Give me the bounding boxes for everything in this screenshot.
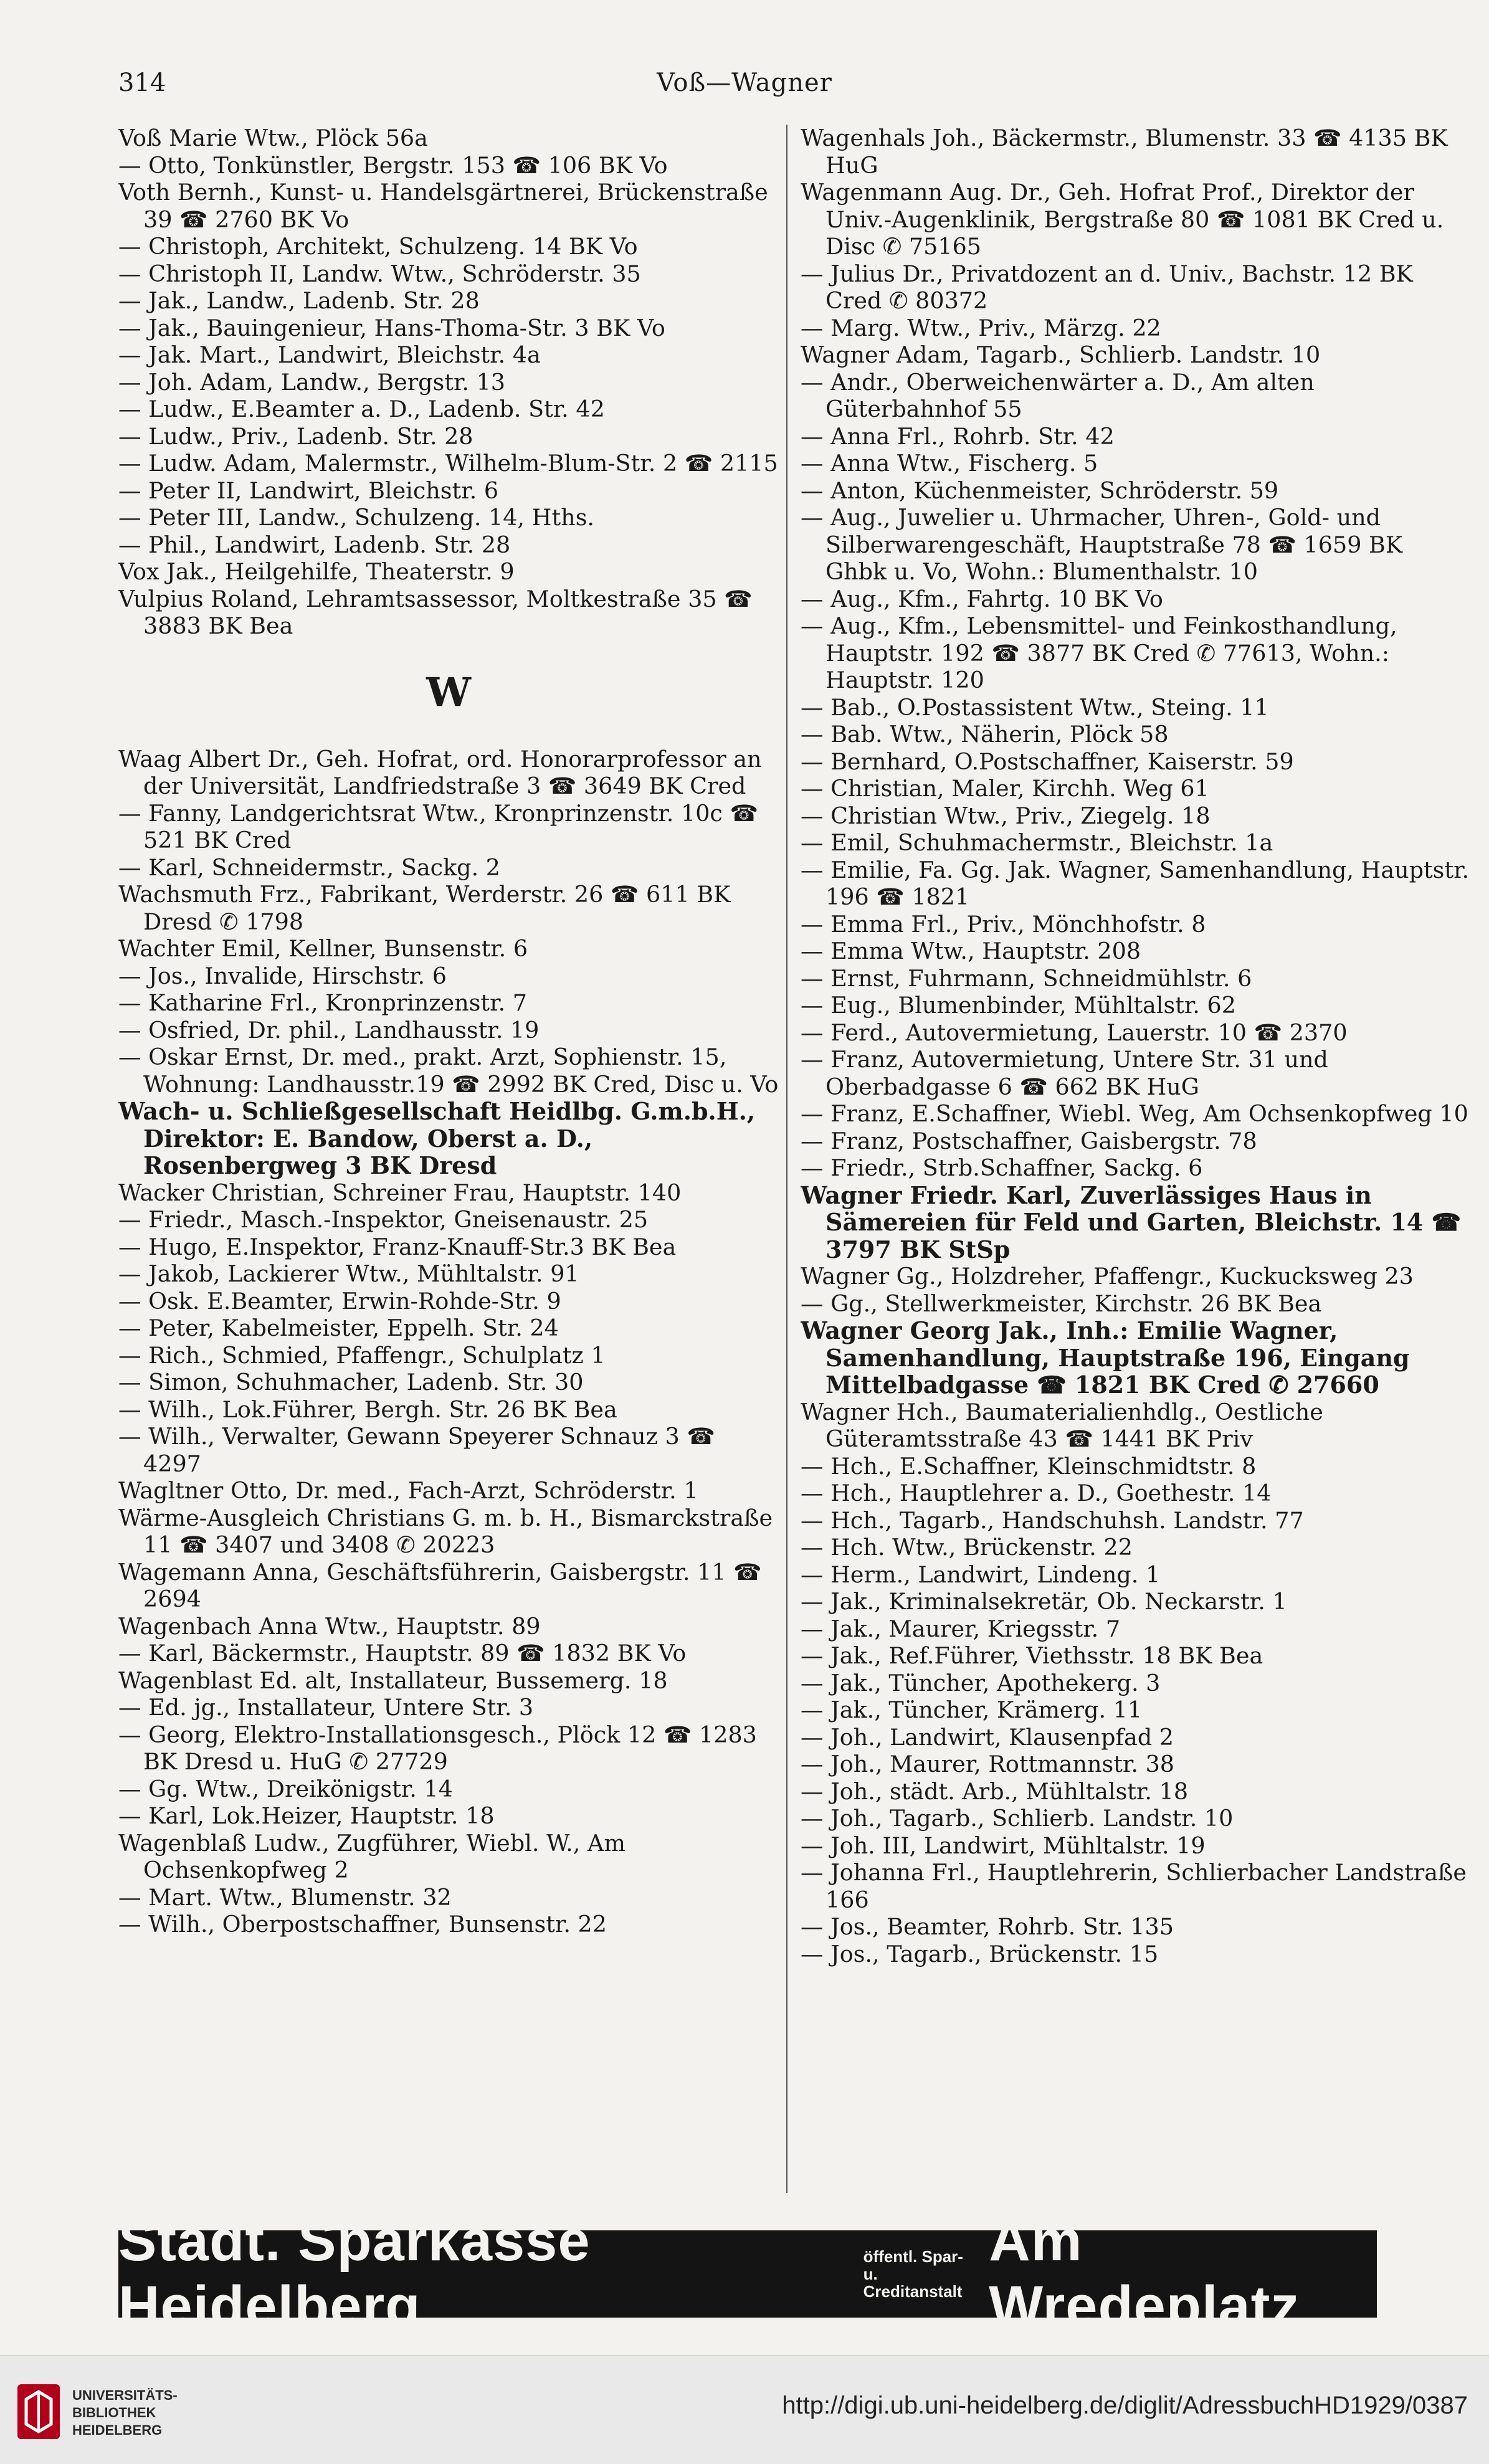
right-column: [801, 125, 1470, 2224]
ad-small-text: [863, 2248, 973, 2300]
directory-entry: — Jak., Tüncher, Krämerg. 11: [801, 1696, 1143, 1723]
directory-entry: — Karl, Lok.Heizer, Hauptstr. 18: [118, 1802, 495, 1829]
library-logo[interactable]: [15, 2381, 202, 2443]
directory-entry: — Jak., Maurer, Kriegsstr. 7: [801, 1615, 1121, 1642]
directory-entry: — Marg. Wtw., Priv., Märzg. 22: [801, 314, 1161, 341]
source-url[interactable]: http://digi.ub.uni-heidelberg.de/diglit/AdressbuchHD1929/0387: [782, 2392, 1468, 2419]
directory-entry: — Fanny, Landgerichtsrat Wtw., Kronprinzenstr. 10c ☎ 521 BK Cred: [118, 799, 758, 854]
directory-entry: — Jak., Landw., Ladenb. Str. 28: [118, 287, 480, 314]
directory-entry: — Franz, E.Schaffner, Wiebl. Weg, Am Ochsenkopfweg 10: [801, 1100, 1468, 1127]
directory-entry: — Wilh., Oberpostschaffner, Bunsenstr. 22: [118, 1911, 607, 1938]
directory-entry: — Joh. Adam, Landw., Bergstr. 13: [118, 368, 506, 396]
directory-entry: — Otto, Tonkünstler, Bergstr. 153 ☎ 106 BK Vo: [118, 151, 668, 179]
directory-entry: — Jakob, Lackierer Wtw., Mühltalstr. 91: [118, 1260, 579, 1287]
directory-entry: — Bernhard, O.Postschaffner, Kaiserstr. 59: [801, 748, 1294, 775]
directory-entry: — Christoph, Architekt, Schulzeng. 14 BK Vo: [118, 233, 638, 260]
directory-entry: — Ludw., Priv., Ladenb. Str. 28: [118, 422, 473, 450]
directory-entry: — Phil., Landwirt, Ladenb. Str. 28: [118, 531, 511, 558]
directory-entry: — Joh. III, Landwirt, Mühltalstr. 19: [801, 1832, 1206, 1859]
directory-entry: — Jak., Bauingenieur, Hans-Thoma-Str. 3 BK Vo: [118, 314, 665, 341]
directory-entry: — Jak. Mart., Landwirt, Bleichstr. 4a: [118, 341, 541, 368]
directory-entry: — Jos., Invalide, Hirschstr. 6: [118, 962, 447, 989]
directory-entry: Wagenmann Aug. Dr., Geh. Hofrat Prof., Direktor der Univ.-Augenklinik, Bergstraße 80 ☎ 1081 BK Cred u. Disc ✆ 75165: [801, 179, 1444, 260]
section-letter: W: [426, 668, 471, 716]
directory-entry: — Christian, Maler, Kirchh. Weg 61: [801, 775, 1209, 802]
directory-entry: — Christoph II, Landw. Wtw., Schröderstr. 35: [118, 260, 641, 287]
directory-entry: — Osk. E.Beamter, Erwin-Rohde-Str. 9: [118, 1287, 561, 1315]
directory-entry: — Georg, Elektro-Installationsgesch., Plöck 12 ☎ 1283 BK Dresd u. HuG ✆ 27729: [118, 1721, 757, 1775]
directory-entry: — Gg., Stellwerkmeister, Kirchstr. 26 BK Bea: [801, 1290, 1322, 1317]
directory-entry: Voth Bernh., Kunst- u. Handelsgärtnerei, Brückenstraße 39 ☎ 2760 BK Vo: [118, 179, 768, 233]
directory-entry: — Jos., Tagarb., Brückenstr. 15: [801, 1940, 1159, 1967]
directory-entry: — Karl, Bäckermstr., Hauptstr. 89 ☎ 1832 BK Vo: [118, 1640, 687, 1667]
directory-entry: — Katharine Frl., Kronprinzenstr. 7: [118, 989, 527, 1016]
directory-entry: — Emma Frl., Priv., Mönchhofstr. 8: [801, 910, 1206, 938]
directory-entry: — Peter III, Landw., Schulzeng. 14, Hths.: [118, 504, 595, 531]
left-column: [118, 125, 779, 2224]
directory-entry: — Ludw. Adam, Malermstr., Wilhelm-Blum-Str. 2 ☎ 2115: [118, 450, 778, 477]
directory-entry: — Joh., Maurer, Rottmannstr. 38: [801, 1751, 1175, 1777]
directory-entry: — Jak., Ref.Führer, Viethsstr. 18 BK Bea: [801, 1642, 1263, 1669]
directory-entry: — Andr., Oberweichenwärter a. D., Am alten Güterbahnhof 55: [801, 368, 1315, 422]
directory-entry: — Eug., Blumenbinder, Mühltalstr. 62: [801, 992, 1236, 1019]
logo-line-3: HEIDELBERG: [72, 2422, 163, 2438]
directory-entry: — Anna Frl., Rohrb. Str. 42: [801, 422, 1115, 450]
directory-entry: — Hch., Tagarb., Handschuhsh. Landstr. 77: [801, 1506, 1304, 1534]
directory-entry: Wacker Christian, Schreiner Frau, Hauptstr. 140: [118, 1179, 682, 1206]
directory-entry: — Emil, Schuhmachermstr., Bleichstr. 1a: [801, 829, 1273, 856]
directory-entry: — Ludw., E.Beamter a. D., Ladenb. Str. 42: [118, 396, 605, 422]
directory-entry: — Simon, Schuhmacher, Ladenb. Str. 30: [118, 1369, 584, 1396]
directory-entry: — Peter II, Landwirt, Bleichstr. 6: [118, 477, 499, 504]
directory-entry: — Ed. jg., Installateur, Untere Str. 3: [118, 1694, 534, 1721]
directory-entry: — Jak., Tüncher, Apothekerg. 3: [801, 1669, 1161, 1696]
directory-entry: Vox Jak., Heilgehilfe, Theaterstr. 9: [118, 558, 515, 585]
directory-entry: — Johanna Frl., Hauptlehrerin, Schlierbacher Landstraße 166: [801, 1859, 1467, 1913]
directory-entry: — Emma Wtw., Hauptstr. 208: [801, 938, 1141, 964]
directory-entry: Wagner Adam, Tagarb., Schlierb. Landstr. 10: [801, 341, 1321, 368]
directory-entry: — Emilie, Fa. Gg. Jak. Wagner, Samenhandlung, Hauptstr. 196 ☎ 1821: [801, 856, 1470, 910]
advertisement-banner: [118, 2209, 1377, 2338]
directory-entry: — Gg. Wtw., Dreikönigstr. 14: [118, 1775, 453, 1802]
directory-entry: — Joh., Landwirt, Klausenpfad 2: [801, 1723, 1174, 1751]
ad-small-line2: Creditanstalt: [863, 2282, 963, 2301]
directory-entry: Wagenblaß Ludw., Zugführer, Wiebl. W., Am Ochsenkopfweg 2: [118, 1829, 626, 1883]
directory-entry: — Wilh., Verwalter, Gewann Speyerer Schnauz 3 ☎ 4297: [118, 1423, 715, 1477]
column-divider: [786, 125, 787, 2193]
page-number: 314: [118, 69, 166, 97]
left-column-entries-w: [118, 746, 779, 1938]
directory-entry: — Friedr., Strb.Schaffner, Sackg. 6: [801, 1154, 1203, 1181]
directory-entry: — Bab. Wtw., Näherin, Plöck 58: [801, 721, 1169, 748]
directory-entry: — Mart. Wtw., Blumenstr. 32: [118, 1883, 452, 1911]
viewer-footer: [0, 2355, 1489, 2464]
directory-entry: — Hch., Hauptlehrer a. D., Goethestr. 14: [801, 1480, 1272, 1506]
directory-entry: — Oskar Ernst, Dr. med., prakt. Arzt, Sophienstr. 15, Wohnung: Landhausstr.19 ☎ 2992 BK Cred, Disc u. Vo: [118, 1044, 779, 1098]
directory-entry: Wach- u. Schließgesellschaft Heidlbg. G.m.b.H., Direktor: E. Bandow, Oberst a. D., Rosenbergweg 3 BK Dresd: [118, 1098, 756, 1179]
directory-entry: — Franz, Postschaffner, Gaisbergstr. 78: [801, 1127, 1257, 1154]
directory-entry: — Karl, Schneidermstr., Sackg. 2: [118, 854, 500, 881]
library-logo-text: [72, 2387, 178, 2439]
logo-line-2: BIBLIOTHEK: [72, 2405, 156, 2420]
logo-line-1: UNIVERSITÄTS-: [72, 2387, 178, 2403]
directory-entry: — Rich., Schmied, Pfaffengr., Schulplatz 1: [118, 1341, 606, 1369]
directory-entry: Wagner Friedr. Karl, Zuverlässiges Haus in Sämereien für Feld und Garten, Bleichstr. 14 ☎ 3797 BK StSp: [801, 1181, 1461, 1263]
directory-entry: Wachter Emil, Kellner, Bunsenstr. 6: [118, 935, 528, 962]
directory-entry: — Anton, Küchenmeister, Schröderstr. 59: [801, 477, 1279, 504]
directory-entry: — Franz, Autovermietung, Untere Str. 31 und Oberbadgasse 6 ☎ 662 BK HuG: [801, 1046, 1328, 1100]
directory-entry: — Ferd., Autovermietung, Lauerstr. 10 ☎ 2370: [801, 1019, 1348, 1046]
ad-right-text: Am Wredeplatz: [989, 2209, 1300, 2338]
page-header: [118, 69, 1371, 106]
directory-entry: — Friedr., Masch.-Inspektor, Gneisenaustr. 25: [118, 1206, 649, 1233]
directory-entry: — Julius Dr., Privatdozent an d. Univ., Bachstr. 12 BK Cred ✆ 80372: [801, 260, 1413, 314]
directory-entry: — Hch., E.Schaffner, Kleinschmidtstr. 8: [801, 1452, 1257, 1480]
directory-entry: Wagemann Anna, Geschäftsführerin, Gaisbergstr. 11 ☎ 2694: [118, 1558, 762, 1612]
page-title: Voß—Wagner: [657, 69, 832, 97]
directory-entry: — Christian Wtw., Priv., Ziegelg. 18: [801, 802, 1211, 829]
right-column-entries: [801, 125, 1470, 1967]
directory-entry: — Osfried, Dr. phil., Landhausstr. 19: [118, 1016, 540, 1044]
directory-entry: — Anna Wtw., Fischerg. 5: [801, 450, 1098, 477]
directory-entry: Vulpius Roland, Lehramtsassessor, Moltkestraße 35 ☎ 3883 BK Bea: [118, 585, 753, 639]
directory-entry: Wagner Georg Jak., Inh.: Emilie Wagner, Samenhandlung, Hauptstraße 196, Eingang Mittelbadgasse ☎ 1821 BK Cred ✆ 27660: [801, 1317, 1410, 1399]
directory-entry: — Bab., O.Postassistent Wtw., Steing. 11: [801, 693, 1269, 721]
directory-entry: Wachsmuth Frz., Fabrikant, Werderstr. 26 ☎ 611 BK Dresd ✆ 1798: [118, 881, 731, 935]
directory-entry: — Joh., Tagarb., Schlierb. Landstr. 10: [801, 1805, 1234, 1832]
directory-entry: — Aug., Juwelier u. Uhrmacher, Uhren-, Gold- und Silberwarengeschäft, Hauptstraße 78 ☎ 1659 BK Ghbk u. Vo, Wohn.: Blumenthalstr. 10: [801, 504, 1403, 585]
directory-entry: — Jos., Beamter, Rohrb. Str. 135: [801, 1913, 1174, 1940]
directory-entry: — Hugo, E.Inspektor, Franz-Knauff-Str.3 BK Bea: [118, 1233, 677, 1260]
directory-entry: — Jak., Kriminalsekretär, Ob. Neckarstr. 1: [801, 1588, 1287, 1615]
directory-entry: — Aug., Kfm., Fahrtg. 10 BK Vo: [801, 585, 1163, 612]
directory-entry: Wagenbach Anna Wtw., Hauptstr. 89: [118, 1612, 541, 1640]
directory-entry: Wärme-Ausgleich Christians G. m. b. H., Bismarckstraße 11 ☎ 3407 und 3408 ✆ 20223: [118, 1504, 773, 1558]
directory-entry: — Peter, Kabelmeister, Eppelh. Str. 24: [118, 1315, 559, 1341]
ad-small-line1: öffentl. Spar- u.: [863, 2247, 963, 2283]
directory-entry: Wagltner Otto, Dr. med., Fach-Arzt, Schröderstr. 1: [118, 1477, 698, 1504]
directory-entry: Wagenblast Ed. alt, Installateur, Bussemerg. 18: [118, 1667, 668, 1694]
directory-entry: Voß Marie Wtw., Plöck 56a: [118, 125, 428, 151]
directory-entry: Wagner Gg., Holzdreher, Pfaffengr., Kuckucksweg 23: [801, 1263, 1414, 1290]
directory-entry: — Aug., Kfm., Lebensmittel- und Feinkosthandlung, Hauptstr. 192 ☎ 3877 BK Cred ✆ 77613, Wohn.: Hauptstr. 120: [801, 612, 1397, 693]
directory-entry: — Ernst, Fuhrmann, Schneidmühlstr. 6: [801, 964, 1252, 992]
library-seal-icon: [15, 2381, 62, 2443]
directory-entry: Waag Albert Dr., Geh. Hofrat, ord. Honorarprofessor an der Universität, Landfriedstraße 3 ☎ 3649 BK Cred: [118, 745, 762, 799]
directory-entry: — Herm., Landwirt, Lindeng. 1: [801, 1561, 1161, 1588]
left-column-entries-v: [118, 125, 779, 640]
directory-entry: — Hch. Wtw., Brückenstr. 22: [801, 1534, 1133, 1561]
directory-entry: Wagenhals Joh., Bäckermstr., Blumenstr. 33 ☎ 4135 BK HuG: [801, 125, 1448, 179]
directory-entry: — Wilh., Lok.Führer, Bergh. Str. 26 BK Bea: [118, 1396, 617, 1423]
directory-entry: — Joh., städt. Arb., Mühltalstr. 18: [801, 1777, 1189, 1805]
directory-entry: Wagner Hch., Baumaterialienhdlg., Oestliche Güteramtsstraße 43 ☎ 1441 BK Priv: [801, 1398, 1323, 1452]
ad-left-text: Städt. Sparkasse Heidelberg: [118, 2209, 591, 2338]
